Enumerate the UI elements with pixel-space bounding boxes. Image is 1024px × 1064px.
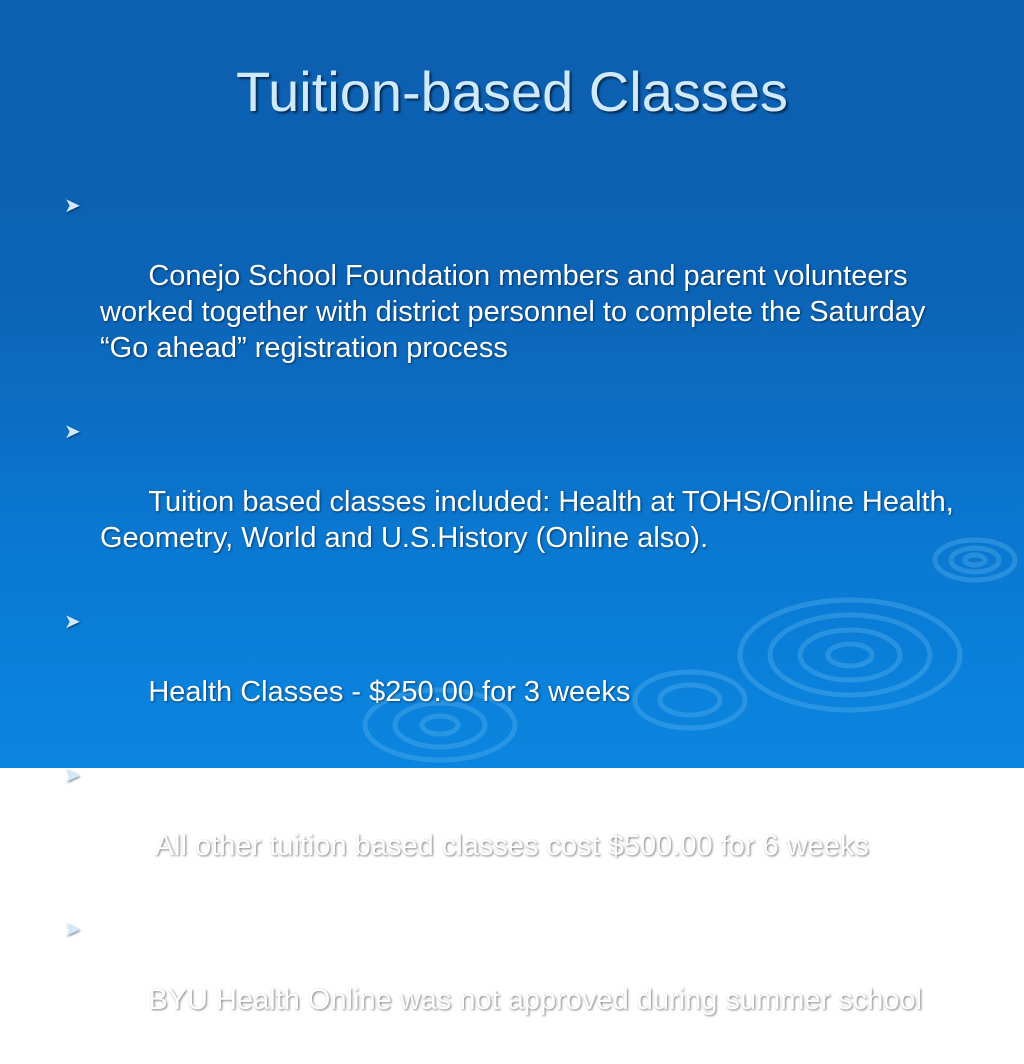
bullet-item bbox=[62, 602, 962, 746]
bullet-text: Conejo School Foundation members and parent volunteers worked together with district personnel to complete the Saturday “Go ahead” registration process bbox=[100, 260, 934, 364]
bullet-text: All other tuition based classes cost $500.00 for 6 weeks bbox=[148, 830, 869, 862]
bullet-text: BYU Health Online was not approved during summer school bbox=[148, 984, 923, 1016]
bullet-item bbox=[62, 910, 962, 1054]
arrowhead-bullet-icon: ➤ bbox=[64, 611, 81, 633]
bullet-item bbox=[62, 186, 962, 402]
arrowhead-bullet-icon: ➤ bbox=[64, 919, 81, 941]
bullet-list bbox=[62, 186, 962, 1064]
bullet-item bbox=[62, 756, 962, 900]
arrowhead-bullet-icon: ➤ bbox=[64, 765, 81, 787]
arrowhead-bullet-icon: ➤ bbox=[64, 421, 81, 443]
slide-title: Tuition-based Classes bbox=[236, 60, 788, 123]
bullet-text: Tuition based classes included: Health at TOHS/Online Health, Geometry, World and U.S.History (Online also). bbox=[100, 486, 962, 554]
arrowhead-bullet-icon: ➤ bbox=[64, 195, 81, 217]
bullet-text: Health Classes - $250.00 for 3 weeks bbox=[148, 676, 631, 708]
bullet-item bbox=[62, 412, 962, 592]
